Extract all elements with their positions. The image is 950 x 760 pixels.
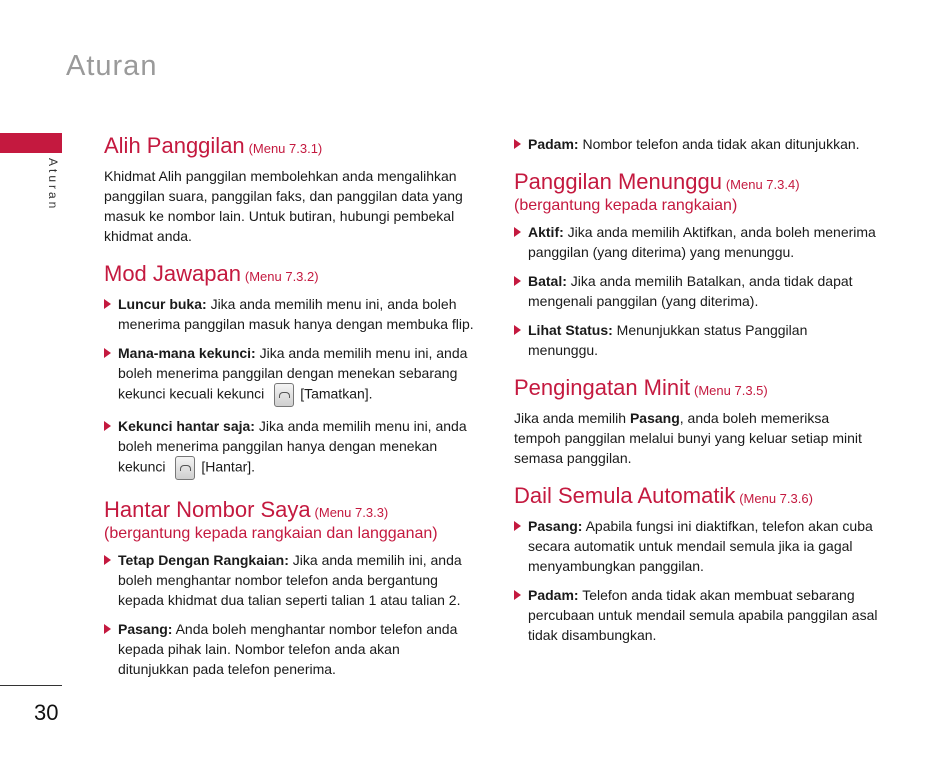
key-label: [Tamatkan]. [300,385,373,402]
page-title: Aturan [66,50,158,82]
item-text: Apabila fungsi ini diaktifkan, telefon akan cuba secara automatik untuk mendail semula jika ia gagal menyambungkan panggilan. [528,518,873,574]
item-term: Pasang: [118,621,173,637]
menu-ref: (Menu 7.3.4) [725,177,800,192]
bullet-arrow-icon [514,276,521,286]
menu-ref: (Menu 7.3.3) [314,505,389,520]
section-title: Pengingatan Minit [514,375,691,400]
item-text: Anda boleh menghantar nombor telefon anda kepada pihak lain. Nombor telefon anda akan ditunjukkan pada telefon penerima. [118,621,458,677]
section-title: Mod Jawapan [104,261,241,286]
list-item [514,516,879,576]
hantar-nombor-heading [104,496,474,544]
page-number: 30 [34,700,59,725]
bullet-arrow-icon [514,325,521,335]
menu-ref: (Menu 7.3.5) [694,383,768,398]
body-text: Jika anda memilih [514,410,627,426]
menu-ref: (Menu 7.3.1) [248,141,323,156]
item-text: Jika anda memilih menu ini, anda boleh menerima panggilan dengan menekan sebarang kekunci kecuali kekunci [118,345,468,402]
menu-ref: (Menu 7.3.2) [244,269,319,284]
item-term: Pasang: [528,518,583,534]
key-label: [Hantar]. [201,458,256,475]
section-title: Alih Panggilan [104,133,245,158]
alih-panggilan-heading [104,132,474,160]
list-item [514,271,879,311]
bullet-arrow-icon [514,227,521,237]
bullet-arrow-icon [104,299,111,309]
list-item [104,416,474,480]
section-subtitle: (bergantung kepada rangkaian dan langganan) [104,525,438,542]
item-text: Menunjukkan status Panggilan menunggu. [528,322,808,358]
item-term: Kekunci hantar saja: [118,418,255,434]
list-item [104,294,474,334]
item-text: Jika anda memilih Aktifkan, anda boleh menerima panggilan (yang diterima) yang menunggu. [528,224,876,260]
footer-rule [0,685,62,686]
menu-ref: (Menu 7.3.6) [739,491,813,506]
bullet-arrow-icon [104,421,111,431]
item-text: Jika anda memilih menu ini, anda boleh menerima panggilan hanya dengan menekan kekunci [118,418,467,475]
item-term: Mana-mana kekunci: [118,345,256,361]
item-term: Aktif: [528,224,564,240]
item-term: Tetap Dengan Rangkaian: [118,552,289,568]
end-key-icon [274,383,294,407]
mod-jawapan-heading [104,260,474,288]
bullet-arrow-icon [104,348,111,358]
left-column [104,132,474,688]
body-text: , anda boleh memeriksa tempoh panggilan melalui bunyi yang keluar setiap minit semasa panggilan. [514,410,862,466]
section-title: Panggilan Menunggu [514,169,722,194]
list-item [514,320,879,360]
bullet-arrow-icon [104,555,111,565]
bullet-arrow-icon [514,521,521,531]
panggilan-menunggu-heading [514,168,879,216]
item-text: Jika anda memilih menu ini, anda boleh menerima panggilan masuk hanya dengan membuka flip. [118,296,474,332]
list-item [514,134,879,154]
item-term: Luncur buka: [118,296,207,312]
section-subtitle: (bergantung kepada rangkaian) [514,197,738,214]
dail-semula-heading [514,482,879,510]
bullet-arrow-icon [104,624,111,634]
bullet-arrow-icon [514,139,521,149]
pengingatan-minit-body [514,408,879,468]
section-title: Hantar Nombor Saya [104,497,311,522]
item-term: Lihat Status: [528,322,613,338]
item-term: Padam: [528,587,579,603]
item-text: Jika anda memilih ini, anda boleh menghantar nombor telefon anda bergantung kepada khidmat dua talian seperti talian 1 atau talian 2. [118,552,462,608]
item-term: Batal: [528,273,567,289]
list-item [104,550,474,610]
item-text: Nombor telefon anda tidak akan ditunjukkan. [582,136,860,152]
item-text: Telefon anda tidak akan membuat sebarang percubaan untuk mendail semula apabila panggilan asal tidak disambungkan. [528,587,878,643]
list-item [514,585,879,645]
send-key-icon [175,456,195,480]
list-item [514,222,879,262]
item-text: Jika anda memilih Batalkan, anda tidak dapat mengenali panggilan (yang diterima). [528,273,853,309]
body-term: Pasang [629,410,680,426]
list-item [104,619,474,679]
section-tab-bar [0,133,62,153]
section-title: Dail Semula Automatik [514,483,736,508]
alih-panggilan-body: Khidmat Alih panggilan membolehkan anda mengalihkan panggilan suara, panggilan faks, dan panggilan data yang masuk ke nombor lain. Untuk butiran, hubungi pembekal khidmat anda. [104,168,463,244]
list-item [104,343,474,407]
bullet-arrow-icon [514,590,521,600]
side-section-label: Aturan [46,158,60,212]
right-column [514,134,879,654]
pengingatan-minit-heading [514,374,879,402]
item-term: Padam: [528,136,579,152]
